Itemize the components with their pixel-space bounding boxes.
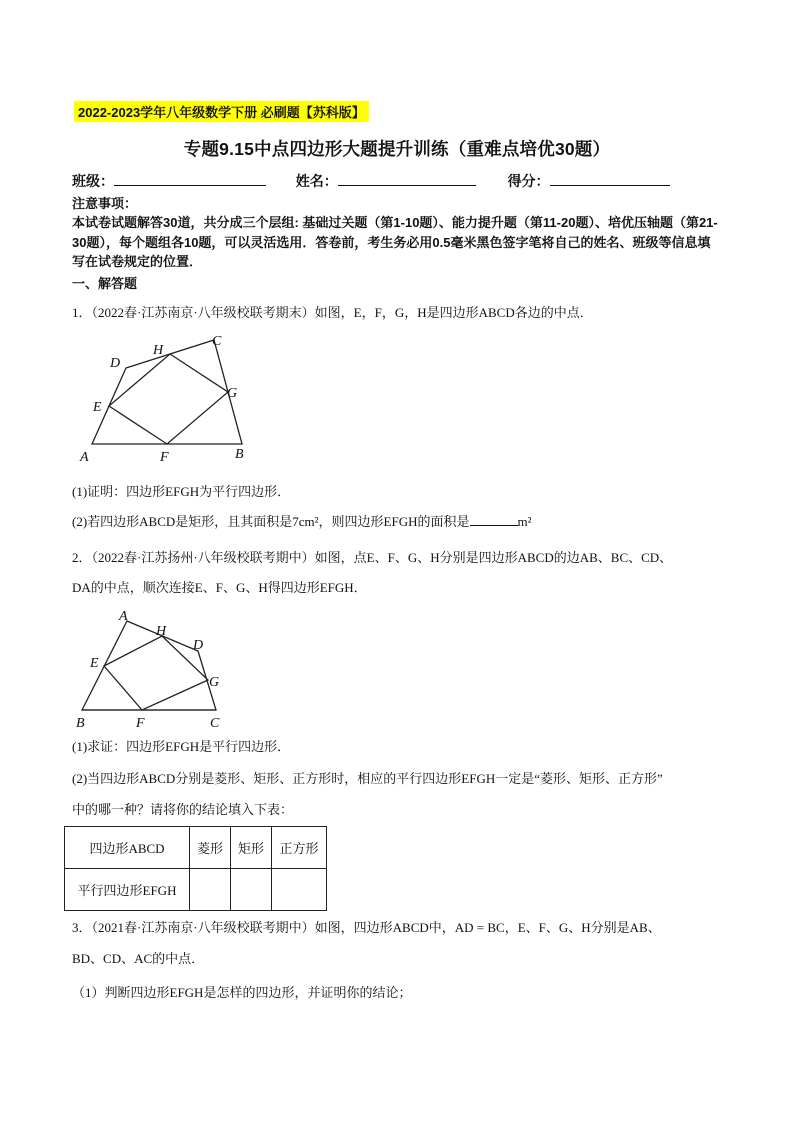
q2-label-f: F [136,716,145,731]
q1-part2 [72,512,532,532]
q1-label-d: D [110,356,121,371]
table-cell: 菱形 [190,827,231,869]
table-cell: 平行四边形EFGH [65,869,190,911]
q3-stem-line1: 3．（2021春·江苏南京·八年级校联考期中）如图，四边形ABCD中，AD = BC，E、F、G、H分别是AB、 [72,920,661,935]
q1-part2-unit: m² [517,514,532,529]
q3-part1: （1）判断四边形EFGH是怎样的四边形，并证明你的结论； [72,985,412,1000]
table-answer-cell[interactable] [190,869,231,911]
table-answer-cell[interactable] [272,869,327,911]
q1-label-g: G [227,386,238,401]
section-heading: 一、解答题 [72,276,138,291]
q1-label-h: H [153,343,164,358]
student-info-row [72,171,670,191]
q1-stem: 1．（2022春·江苏南京·八年级校联考期末）如图，E，F，G，H是四边形ABCD各边的中点． [72,305,593,320]
q1-part2-text: (2)若四边形ABCD是矩形，且其面积是7cm²，则四边形EFGH的面积是 [72,514,470,529]
q1-figure [76,330,256,465]
table-answer-cell[interactable] [231,869,272,911]
q1-label-f: F [160,450,169,465]
class-label: 班级： [72,173,114,189]
notes-heading: 注意事项： [72,196,138,211]
q1-label-e: E [93,400,102,415]
class-blank[interactable] [114,171,266,186]
q2-part2-line1: (2)当四边形ABCD分别是菱形、矩形、正方形时，相应的平行四边形EFGH一定是“菱形、矩形、正方形” [72,771,663,786]
q1-label-a: A [80,450,89,465]
q2-label-a: A [119,609,128,624]
q2-label-b: B [76,716,85,731]
page-title: 专题9.15中点四边形大题提升训练（重难点培优30题） [183,139,611,159]
table-cell: 四边形ABCD [65,827,190,869]
q2-label-h: H [156,624,167,639]
q2-label-g: G [209,675,220,690]
q2-stem-line2: DA的中点，顺次连接E、F、G、H得四边形EFGH． [72,580,367,595]
q1-label-b: B [235,447,244,462]
q2-stem-line1: 2．（2022春·江苏扬州·八年级校联考期中）如图，点E、F、G、H分别是四边形ABCD的边AB、BC、CD、 [72,550,673,565]
table-cell: 正方形 [272,827,327,869]
q3-stem-line2: BD、CD、AC的中点． [72,951,205,966]
q2-label-e: E [90,656,99,671]
header-badge: 2022-2023学年八年级数学下册 必刷题【苏科版】 [74,101,369,122]
q1-label-c: C [212,334,222,349]
q2-part1: (1)求证：四边形EFGH是平行四边形． [72,739,291,754]
q2-label-d: D [193,638,204,653]
score-blank[interactable] [550,171,670,186]
score-label: 得分： [507,173,550,189]
q2-answer-table [64,826,327,911]
name-label: 姓名： [295,173,338,189]
q2-figure [72,606,232,731]
q2-part2-line2: 中的哪一种？请将你的结论填入下表： [72,802,294,817]
table-row [65,827,327,869]
notes-body: 本试卷试题解答30道，共分成三个层组: 基础过关题（第1-10题）、能力提升题（第11-20题）、培优压轴题（第21-30题），每个题组各10题，可以灵活选用．答卷前，考生务必用0.5毫米黑色签字笔将自己的姓名、班级等信息填写在试卷规定的位置． [72,215,718,269]
q1-answer-blank[interactable] [470,512,518,526]
q2-label-c: C [210,716,220,731]
q2-quad-abcd [82,621,216,710]
table-cell: 矩形 [231,827,272,869]
q1-part1: (1)证明：四边形EFGH为平行四边形． [72,484,291,499]
name-blank[interactable] [338,171,476,186]
table-row [65,869,327,911]
